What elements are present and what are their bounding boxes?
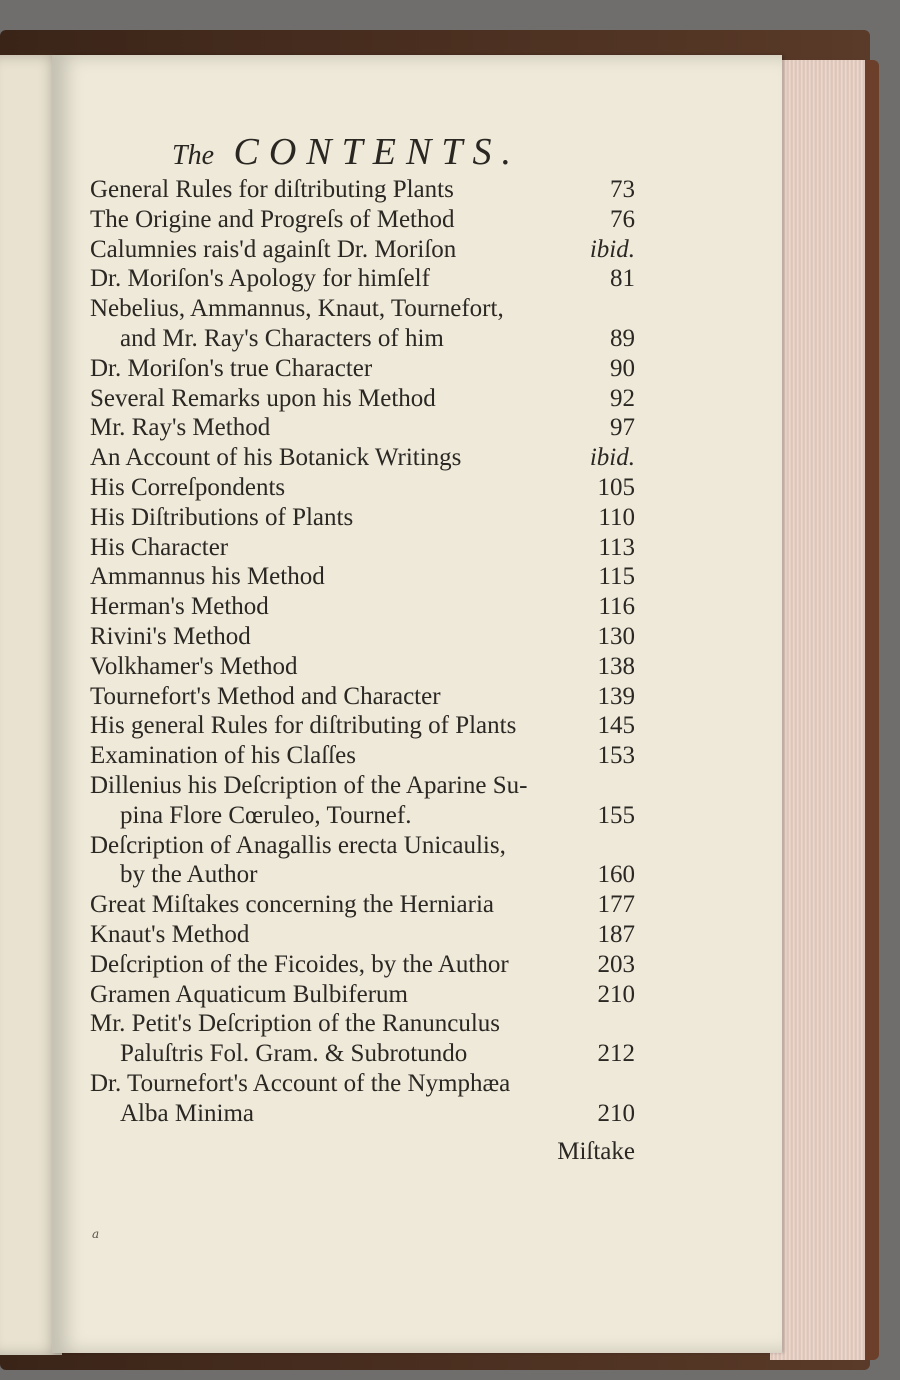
toc-entry (90, 205, 635, 235)
toc-entry-page: 113 (598, 533, 635, 561)
toc-entry (90, 980, 635, 1010)
toc-entry (90, 1009, 635, 1039)
toc-entry (90, 562, 635, 592)
toc-entry-title: Ammannus his Method (90, 563, 325, 591)
page-title (172, 130, 612, 174)
toc-entry-page: 89 (610, 324, 635, 352)
toc-entry-title: Alba Minima (120, 1099, 255, 1127)
toc-entry-title: His general Rules for diſtributing of Plants (90, 712, 517, 740)
toc-entry (90, 294, 635, 324)
toc-entry-page: 210 (597, 1099, 635, 1127)
toc-entry-title: Great Miſtakes concerning the Herniaria (90, 891, 494, 919)
toc-entry-page: 105 (597, 473, 635, 501)
toc-entry (90, 175, 635, 205)
toc-entry (90, 592, 635, 622)
toc-entry-page: 76 (610, 205, 635, 233)
toc-entry-title: Rivini's Method (90, 622, 251, 650)
title-contents: CONTENTS. (233, 131, 521, 173)
toc-entry-page: ibid. (589, 235, 635, 263)
toc-entry-page: 92 (610, 384, 635, 412)
toc-entry-page: ibid. (589, 444, 635, 472)
toc-entry-page: 130 (597, 622, 635, 650)
page-edges (770, 60, 879, 1360)
title-the: The (172, 140, 214, 171)
toc-entry-title: The Origine and Progreſs of Method (90, 205, 455, 233)
toc-entry-title: Examination of his Claſſes (90, 742, 356, 770)
toc-entry-page: 90 (610, 354, 635, 382)
toc-entry-title: Tournefort's Method and Character (90, 682, 441, 710)
toc-entry (90, 950, 635, 980)
toc-entry (90, 920, 635, 950)
toc-entry-page: 97 (610, 414, 635, 442)
toc-entry-title: Volkhamer's Method (90, 652, 298, 680)
toc-entry-title: His Character (90, 533, 229, 561)
toc-entry-page: 155 (597, 801, 635, 829)
toc-entry (90, 235, 635, 265)
toc-entry-title: Gramen Aquaticum Bulbiferum (90, 980, 408, 1008)
toc-entry-title: pina Flore Cœruleo, Tournef. (120, 801, 412, 829)
toc-entry-title: by the Author (120, 861, 258, 889)
toc-entry-page: 203 (597, 950, 635, 978)
table-of-contents (90, 175, 635, 1129)
catchword: Miſtake (557, 1138, 635, 1165)
toc-entry-page: 210 (597, 980, 635, 1008)
toc-entry (90, 354, 635, 384)
toc-entry-title: Dillenius his Deſcription of the Aparine Su- (90, 771, 528, 799)
toc-entry (90, 533, 635, 563)
toc-entry-title: Mr. Petit's Deſcription of the Ranunculus (90, 1010, 501, 1038)
toc-entry-page: 116 (598, 593, 635, 621)
toc-entry-page: 160 (597, 861, 635, 889)
toc-entry (90, 324, 635, 354)
toc-entry-page: 153 (597, 742, 635, 770)
toc-entry (90, 711, 635, 741)
toc-entry (90, 473, 635, 503)
toc-entry (90, 413, 635, 443)
toc-entry (90, 801, 635, 831)
toc-entry-page: 212 (597, 1040, 635, 1068)
toc-entry-title: Dr. Moriſon's true Character (90, 354, 373, 382)
toc-entry-page: 81 (610, 265, 635, 293)
toc-entry-title: An Account of his Botanick Writings (90, 444, 462, 472)
toc-entry-page: 138 (597, 652, 635, 680)
toc-entry (90, 443, 635, 473)
toc-entry (90, 1039, 635, 1069)
toc-entry (90, 682, 635, 712)
toc-entry-page: 177 (597, 891, 635, 919)
toc-entry-title: Deſcription of Anagallis erecta Unicaulis, (90, 831, 506, 859)
toc-entry-page: 115 (598, 563, 635, 591)
toc-entry (90, 503, 635, 533)
toc-entry-page: 139 (597, 682, 635, 710)
toc-entry-title: Dr. Tournefort's Account of the Nymphæa (90, 1069, 511, 1097)
toc-entry-page: 73 (610, 176, 635, 203)
toc-entry-title: His Diſtributions of Plants (90, 503, 354, 531)
toc-entry (90, 771, 635, 801)
toc-entry (90, 622, 635, 652)
toc-entry (90, 890, 635, 920)
toc-entry-page: 110 (598, 503, 635, 531)
signature-mark: a (92, 1227, 100, 1241)
toc-entry (90, 831, 635, 861)
toc-entry (90, 1069, 635, 1099)
toc-entry-title: Knaut's Method (90, 920, 250, 948)
toc-entry (90, 1099, 635, 1129)
toc-entry (90, 652, 635, 682)
toc-entry-title: Deſcription of the Ficoides, by the Author (90, 950, 509, 978)
toc-entry-title: His Correſpondents (90, 473, 286, 501)
toc-entry-title: Herman's Method (90, 593, 269, 621)
toc-entry-page: 145 (597, 712, 635, 740)
toc-entry-title: Mr. Ray's Method (90, 414, 271, 442)
toc-entry (90, 264, 635, 294)
catchword-row (90, 1137, 635, 1167)
toc-entry-title: Paluſtris Fol. Gram. & Subrotundo (120, 1040, 468, 1068)
toc-entry-title: Calumnies rais'd againſt Dr. Moriſon (90, 235, 457, 263)
book-page (52, 55, 782, 1353)
toc-entry (90, 741, 635, 771)
toc-entry (90, 860, 635, 890)
toc-entry-title: Nebelius, Ammannus, Knaut, Tournefort, (90, 295, 504, 323)
toc-entry (90, 384, 635, 414)
toc-entry-title: Dr. Moriſon's Apology for himſelf (90, 265, 430, 293)
toc-entry-title: and Mr. Ray's Characters of him (120, 324, 444, 352)
toc-entry-page: 187 (597, 920, 635, 948)
toc-entry-title: Several Remarks upon his Method (90, 384, 436, 412)
toc-entry-title: General Rules for diſtributing Plants (90, 176, 454, 203)
